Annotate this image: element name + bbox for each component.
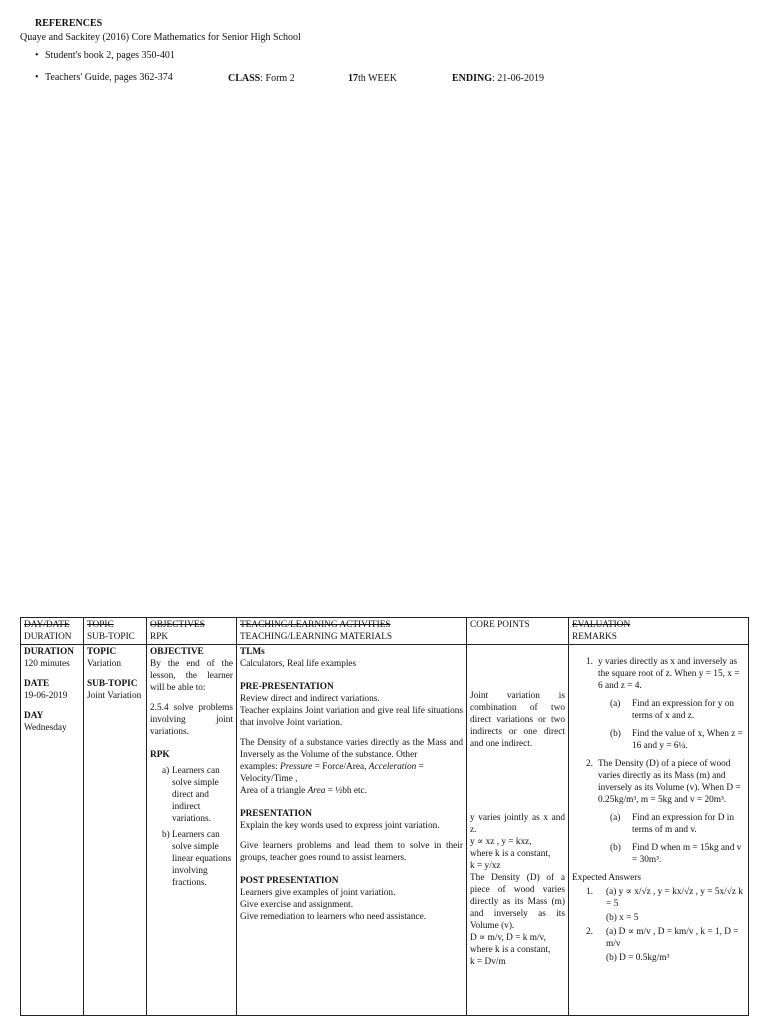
core-point: k = Dv/m <box>470 957 506 967</box>
activities-cell <box>237 645 467 1016</box>
core-point: y varies jointly as x and z. <box>470 813 565 835</box>
answer-item: 2. (a) D ∝ m/v , D = km/v , k = 1, D = m/v <box>586 927 739 949</box>
expected-answers-label: Expected Answers <box>572 873 641 883</box>
rpk-list <box>150 765 233 889</box>
post-presentation-label: POST PRESENTATION <box>240 876 339 886</box>
pre-presentation-label: PRE-PRESENTATION <box>240 682 334 692</box>
core-point: The Density (D) of a piece of wood varies directly as its Mass (m) and inversely as its Volume (v). <box>470 873 565 931</box>
activity-text: Give remediation to learners who need assistance. <box>240 912 427 922</box>
class-info: CLASS: Form 2 <box>228 73 295 84</box>
activity-text: Explain the key words used to express joint variation. <box>240 821 440 831</box>
core-point: Joint variation is combination of two direct variations or two indirects or one direct and one indirect. <box>470 691 565 749</box>
activity-text: The Density of a substance varies directly as the Mass and Inversely as the Volume of the substance. Other <box>240 738 463 760</box>
topic-cell <box>84 645 147 1016</box>
subtopic-value: Joint Variation <box>87 691 142 701</box>
core-point: k = y/xz <box>470 861 501 871</box>
activity-text: Learners give examples of joint variation. <box>240 888 396 898</box>
day-value: Wednesday <box>24 723 67 733</box>
objective-intro: By the end of the lesson, the learner will be able to: <box>150 659 233 693</box>
objectives-cell <box>147 645 237 1016</box>
objective-text: 2.5.4 solve problems involving joint variations. <box>150 703 233 737</box>
duration-label: DURATION <box>24 647 74 657</box>
header-evaluation: EVALUATION REMARKS <box>569 618 749 645</box>
reference-item: • Teachers' Guide, pages 362-374 <box>20 71 301 85</box>
subtopic-label: SUB-TOPIC <box>87 679 138 689</box>
day-cell <box>21 645 84 1016</box>
lesson-plan-table <box>20 617 749 1016</box>
objective-label: OBJECTIVE <box>150 647 204 657</box>
tlms-value: Calculators, Real life examples <box>240 659 357 669</box>
core-point: where k is a constant, <box>470 945 551 955</box>
rpk-label: RPK <box>150 750 170 760</box>
references-heading: REFERENCES <box>35 18 103 29</box>
presentation-label: PRESENTATION <box>240 809 312 819</box>
tlms-label: TLMs <box>240 647 265 657</box>
activity-text: Area of a triangle Area = ½bh etc. <box>240 786 368 796</box>
topic-label: TOPIC <box>87 647 117 657</box>
core-point: y ∝ xz , y = kxz, <box>470 837 532 847</box>
topic-value: Variation <box>87 659 122 669</box>
header-day: DAY/DATE DURATION <box>21 618 84 645</box>
answer-item: 1. (a) y ∝ x/√z , y = kx/√z , y = 5x/√z k = 5 <box>586 887 743 909</box>
activity-text: Review direct and indirect variations. <box>240 694 380 704</box>
day-label: DAY <box>24 711 44 721</box>
references-source: Quaye and Sackitey (2016) Core Mathematics for Senior High School <box>20 32 301 43</box>
list-item: a) Learners can solve simple direct and indirect variations. <box>162 766 220 824</box>
core-point: where k is a constant, <box>470 849 551 859</box>
activity-text: examples: Pressure = Force/Area, Acceleration = Velocity/Time , <box>240 762 424 784</box>
core-point: D ∝ m/v, D = k m/v, <box>470 933 546 943</box>
reference-item: • Student's book 2, pages 350-401 <box>20 49 301 63</box>
header-activities: TEACHING/LEARNING ACTIVITIES TEACHING/LEARNING MATERIALS <box>237 618 467 645</box>
answer-item: (b) D = 0.5kg/m³ <box>606 953 670 963</box>
header-core-points: CORE POINTS <box>467 618 569 645</box>
header-objectives: OBJECTIVES RPK <box>147 618 237 645</box>
list-item: b) Learners can solve simple linear equations involving fractions. <box>162 830 232 888</box>
list-item: 2. The Density (D) of a piece of wood varies directly as its Mass (m) and inversely as its Volume (v). When D = 0.25kg/m³, m = 5kg and v = 20m³. (a) Find an expression for D in terms of m and v. (b) Find D when m = 15kg and v = 30m³. <box>586 759 742 865</box>
activity-text: Teacher explains Joint variation and give real life situations that involve Joint variation. <box>240 706 463 728</box>
date-label: DATE <box>24 679 50 689</box>
list-item: 1. y varies directly as x and inversely as the square root of z. When y = 15, x = 6 and z = 4. (a) Find an expression for y on terms of x and z. (b) Find the value of x, When z = 16 and y = 6¼. <box>586 657 743 751</box>
table-header-row <box>21 618 749 645</box>
date-value: 19-06-2019 <box>24 691 68 701</box>
core-points-cell <box>467 645 569 1016</box>
ending-info: ENDING: 21-06-2019 <box>452 73 544 84</box>
answer-item: (b) x = 5 <box>606 913 639 923</box>
week-info: 17th WEEK <box>348 73 397 84</box>
question-list <box>572 656 745 866</box>
evaluation-cell <box>569 645 749 1016</box>
activity-text: Give learners problems and lead them to solve in their groups, teacher goes round to assist learners. <box>240 841 463 863</box>
activity-text: Give exercise and assignment. <box>240 900 354 910</box>
duration-value: 120 minutes <box>24 659 70 669</box>
header-topic: TOPIC SUB-TOPIC <box>84 618 147 645</box>
table-row <box>21 645 749 1016</box>
